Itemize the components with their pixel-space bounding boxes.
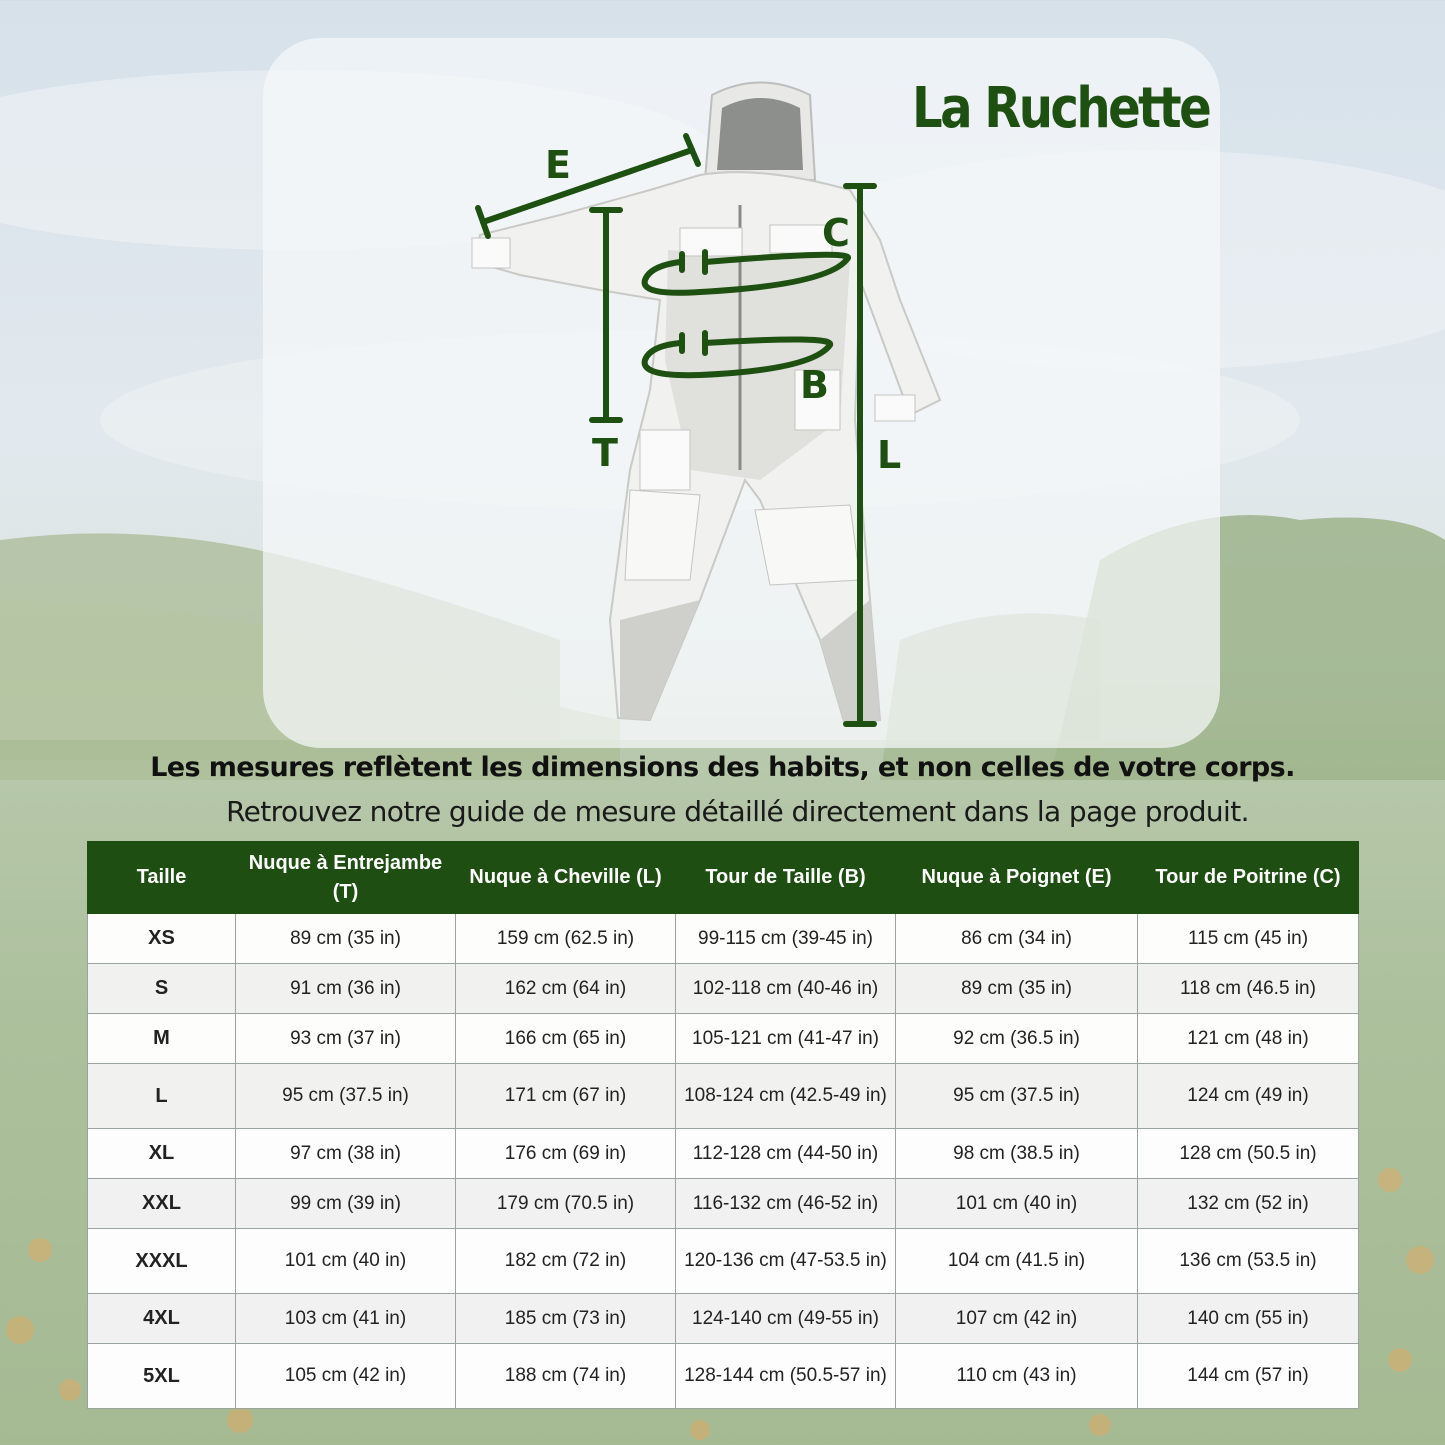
cell-nape-to-ankle: 171 cm (67 in): [456, 1064, 676, 1129]
cell-nape-to-crotch: 91 cm (36 in): [236, 964, 456, 1014]
table-row: [88, 1179, 1359, 1229]
header-nape-to-crotch: Nuque à Entrejambe (T): [236, 842, 456, 914]
table-row: [88, 1344, 1359, 1409]
table-header-row: [88, 842, 1359, 914]
cell-chest: 140 cm (55 in): [1138, 1294, 1359, 1344]
cell-waist: 99-115 cm (39-45 in): [676, 914, 896, 964]
table-row: [88, 964, 1359, 1014]
cell-waist: 124-140 cm (49-55 in): [676, 1294, 896, 1344]
cell-nape-to-ankle: 185 cm (73 in): [456, 1294, 676, 1344]
cell-waist: 128-144 cm (50.5-57 in): [676, 1344, 896, 1409]
cell-chest: 132 cm (52 in): [1138, 1179, 1359, 1229]
cell-nape-to-wrist: 101 cm (40 in): [896, 1179, 1138, 1229]
beekeeping-suit-illustration: [472, 83, 940, 726]
header-size: Taille: [88, 842, 236, 914]
cell-nape-to-crotch: 99 cm (39 in): [236, 1179, 456, 1229]
cell-nape-to-ankle: 162 cm (64 in): [456, 964, 676, 1014]
suit-measurement-diagram: [455, 70, 975, 770]
measure-label-e: E: [545, 143, 571, 187]
cell-nape-to-wrist: 95 cm (37.5 in): [896, 1064, 1138, 1129]
table-row: [88, 914, 1359, 964]
cell-size: XS: [88, 914, 236, 964]
cell-size: L: [88, 1064, 236, 1129]
cell-nape-to-ankle: 179 cm (70.5 in): [456, 1179, 676, 1229]
cell-nape-to-crotch: 97 cm (38 in): [236, 1129, 456, 1179]
header-chest: Tour de Poitrine (C): [1138, 842, 1359, 914]
cell-waist: 105-121 cm (41-47 in): [676, 1014, 896, 1064]
cell-waist: 102-118 cm (40-46 in): [676, 964, 896, 1014]
cell-chest: 121 cm (48 in): [1138, 1014, 1359, 1064]
cell-size: M: [88, 1014, 236, 1064]
cell-chest: 124 cm (49 in): [1138, 1064, 1359, 1129]
cell-nape-to-crotch: 105 cm (42 in): [236, 1344, 456, 1409]
cell-waist: 120-136 cm (47-53.5 in): [676, 1229, 896, 1294]
cell-nape-to-wrist: 104 cm (41.5 in): [896, 1229, 1138, 1294]
brand-logo: La Ruchette: [912, 76, 1210, 141]
cell-nape-to-ankle: 166 cm (65 in): [456, 1014, 676, 1064]
cell-size: 5XL: [88, 1344, 236, 1409]
cell-size: XXXL: [88, 1229, 236, 1294]
cell-nape-to-crotch: 89 cm (35 in): [236, 914, 456, 964]
cell-nape-to-ankle: 159 cm (62.5 in): [456, 914, 676, 964]
cell-nape-to-wrist: 89 cm (35 in): [896, 964, 1138, 1014]
measure-label-t: T: [592, 431, 618, 475]
table-row: [88, 1129, 1359, 1179]
cell-chest: 115 cm (45 in): [1138, 914, 1359, 964]
cell-nape-to-ankle: 176 cm (69 in): [456, 1129, 676, 1179]
cell-size: XL: [88, 1129, 236, 1179]
table-row: [88, 1294, 1359, 1344]
cell-waist: 116-132 cm (46-52 in): [676, 1179, 896, 1229]
cell-nape-to-wrist: 98 cm (38.5 in): [896, 1129, 1138, 1179]
cell-size: 4XL: [88, 1294, 236, 1344]
measure-label-l: L: [877, 433, 902, 477]
cell-nape-to-crotch: 103 cm (41 in): [236, 1294, 456, 1344]
header-nape-to-wrist: Nuque à Poignet (E): [896, 842, 1138, 914]
header-waist: Tour de Taille (B): [676, 842, 896, 914]
cell-waist: 112-128 cm (44-50 in): [676, 1129, 896, 1179]
cell-size: S: [88, 964, 236, 1014]
size-chart-table: [87, 841, 1359, 1409]
cell-nape-to-crotch: 101 cm (40 in): [236, 1229, 456, 1294]
cell-chest: 118 cm (46.5 in): [1138, 964, 1359, 1014]
cell-nape-to-ankle: 182 cm (72 in): [456, 1229, 676, 1294]
header-nape-to-ankle: Nuque à Cheville (L): [456, 842, 676, 914]
cell-nape-to-wrist: 92 cm (36.5 in): [896, 1014, 1138, 1064]
cell-nape-to-crotch: 93 cm (37 in): [236, 1014, 456, 1064]
cell-nape-to-wrist: 86 cm (34 in): [896, 914, 1138, 964]
cell-chest: 144 cm (57 in): [1138, 1344, 1359, 1409]
cell-chest: 136 cm (53.5 in): [1138, 1229, 1359, 1294]
table-row: [88, 1064, 1359, 1129]
measurement-guide-note: Retrouvez notre guide de mesure détaillé directement dans la page produit.: [226, 795, 1249, 828]
cell-nape-to-crotch: 95 cm (37.5 in): [236, 1064, 456, 1129]
table-row: [88, 1229, 1359, 1294]
measure-label-b: B: [800, 363, 829, 407]
measure-label-c: C: [822, 211, 850, 255]
cell-nape-to-ankle: 188 cm (74 in): [456, 1344, 676, 1409]
measurement-disclaimer: Les mesures reflètent les dimensions des habits, et non celles de votre corps.: [150, 752, 1295, 783]
cell-waist: 108-124 cm (42.5-49 in): [676, 1064, 896, 1129]
cell-chest: 128 cm (50.5 in): [1138, 1129, 1359, 1179]
cell-size: XXL: [88, 1179, 236, 1229]
cell-nape-to-wrist: 110 cm (43 in): [896, 1344, 1138, 1409]
table-row: [88, 1014, 1359, 1064]
cell-nape-to-wrist: 107 cm (42 in): [896, 1294, 1138, 1344]
